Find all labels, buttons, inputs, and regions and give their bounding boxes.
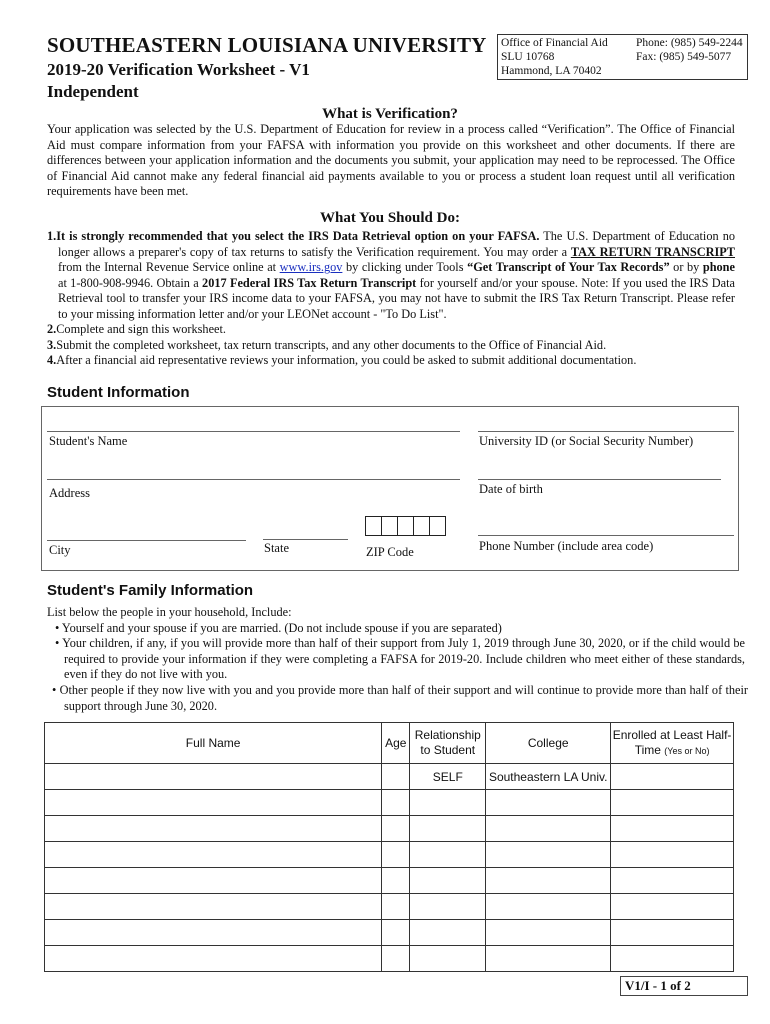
table-row <box>45 816 734 842</box>
office-box: SLU 10768 <box>501 51 555 63</box>
cell-enrolled[interactable] <box>611 816 734 842</box>
item-number: 4. <box>47 353 57 367</box>
university-id-field[interactable] <box>478 431 734 432</box>
item-text: The U.S. Department of Education no longer allows a preparer's copy of tax returns to satisfy the Verification requirement. You may order a <box>58 229 735 259</box>
date-of-birth-field[interactable] <box>478 479 721 480</box>
cell-age[interactable] <box>382 764 410 790</box>
zip-code-label: ZIP Code <box>366 545 414 559</box>
zip-code-field[interactable] <box>366 516 446 536</box>
cell-age[interactable] <box>382 868 410 894</box>
item-text: or by <box>669 260 703 275</box>
irs-drt-recommendation: It is strongly recommended that you select the IRS Data Retrieval option on your FAFSA. <box>56 229 540 243</box>
family-bullet-3: • Other people if they now live with you and you provide more than half of their support and will continue to provide more than half of their support through June 30, 2020. <box>52 683 748 713</box>
office-name: Office of Financial Aid <box>501 37 608 49</box>
student-info-heading: Student Information <box>47 384 190 401</box>
tax-return-transcript: TAX RETURN TRANSCRIPT <box>570 244 735 259</box>
enrolled-label: Enrolled at Least Half-Time <box>612 727 732 757</box>
household-table <box>44 722 734 972</box>
office-phone: Phone: (985) 549-2244 <box>636 37 743 49</box>
col-enrolled <box>611 723 734 764</box>
table-row <box>45 764 734 790</box>
table-row <box>45 920 734 946</box>
cell-college[interactable] <box>486 946 611 972</box>
irs-link[interactable]: www.irs.gov <box>279 260 343 275</box>
page-number: V1/I - 1 of 2 <box>620 976 748 996</box>
student-status: Independent <box>47 82 139 101</box>
student-name-field[interactable] <box>47 431 460 432</box>
cell-full-name[interactable] <box>45 790 382 816</box>
item-text: at 1-800-908-9946. Obtain a <box>58 275 203 290</box>
item-text: from the Internal Revenue Service online at <box>58 260 280 275</box>
instruction-item-2 <box>47 322 735 338</box>
cell-enrolled[interactable] <box>611 842 734 868</box>
address-label: Address <box>49 486 90 500</box>
family-info-intro: List below the people in your household, Include: <box>47 605 292 619</box>
cell-full-name[interactable] <box>45 764 382 790</box>
instruction-item-4 <box>47 353 735 369</box>
cell-age[interactable] <box>382 790 410 816</box>
item-number: 1. <box>47 229 57 243</box>
zip-digit-box[interactable] <box>365 516 382 536</box>
cell-age[interactable] <box>382 842 410 868</box>
cell-full-name[interactable] <box>45 868 382 894</box>
university-title: SOUTHEASTERN LOUISIANA UNIVERSITY <box>47 33 487 57</box>
col-full-name: Full Name <box>45 723 382 764</box>
city-field[interactable] <box>47 540 246 541</box>
cell-enrolled[interactable] <box>611 946 734 972</box>
item-text: After a financial aid representative reviews your information, you could be asked to submit additional documentation. <box>56 353 637 367</box>
cell-relationship[interactable] <box>410 920 486 946</box>
table-row <box>45 842 734 868</box>
instruction-item-3 <box>47 338 735 354</box>
enrolled-note: (Yes or No) <box>664 745 710 756</box>
cell-relationship[interactable] <box>410 842 486 868</box>
item-text: for yourself and/or your spouse. Note: If you used the IRS Data Retrieval tool to transfer your IRS income data to your FAFSA, you may not have to submit the IRS Tax Return Transcript. Please refer to your missing information letter and/or your LEONet account - "To Do List". <box>58 275 735 321</box>
city-label: City <box>49 543 71 557</box>
office-city: Hammond, LA 70402 <box>501 65 602 77</box>
table-row <box>45 790 734 816</box>
table-row <box>45 946 734 972</box>
cell-college[interactable] <box>486 920 611 946</box>
cell-age[interactable] <box>382 894 410 920</box>
university-id-label: University ID (or Social Security Number) <box>479 434 694 448</box>
zip-digit-box[interactable] <box>429 516 446 536</box>
cell-enrolled[interactable] <box>611 894 734 920</box>
student-name-label: Student's Name <box>49 434 128 448</box>
cell-relationship[interactable] <box>410 790 486 816</box>
cell-college[interactable] <box>486 790 611 816</box>
cell-relationship[interactable] <box>410 868 486 894</box>
family-info-heading: Student's Family Information <box>47 582 254 599</box>
cell-enrolled[interactable] <box>611 920 734 946</box>
zip-digit-box[interactable] <box>413 516 430 536</box>
get-transcript-tool: “Get Transcript of Your Tax Records” <box>467 260 670 275</box>
instruction-item-1 <box>47 229 735 323</box>
table-row <box>45 894 734 920</box>
cell-enrolled[interactable] <box>611 790 734 816</box>
worksheet-title: 2019-20 Verification Worksheet - V1 <box>47 60 310 79</box>
phone-word: phone <box>702 260 735 275</box>
family-bullet-1: • Yourself and your spouse if you are married. (Do not include spouse if you are separated) <box>55 621 502 635</box>
cell-full-name[interactable] <box>45 894 382 920</box>
phone-number-field[interactable] <box>478 535 734 536</box>
cell-full-name[interactable] <box>45 816 382 842</box>
office-fax: Fax: (985) 549-5077 <box>636 51 732 63</box>
cell-college[interactable]: Southeastern LA Univ. <box>486 764 611 790</box>
state-field[interactable] <box>263 539 348 540</box>
verification-body: Your application was selected by the U.S. Department of Education for review in a process called “Verification”. The Office of Financial Aid must compare information from your FAFSA with information you provide on this worksheet and other documents. If there are differences between your application information and the documents you submit, your application may need to be reprocessed. The Office of Financial Aid cannot make any federal financial aid payments available to you or process a student loan request until all verification requirements have been met. <box>47 122 735 199</box>
state-label: State <box>264 541 289 555</box>
tax-transcript-year: 2017 Federal IRS Tax Return Transcript <box>202 275 417 290</box>
cell-college[interactable] <box>486 816 611 842</box>
cell-college[interactable] <box>486 868 611 894</box>
item-number: 3. <box>47 338 57 352</box>
item-number: 2. <box>47 322 57 336</box>
cell-relationship[interactable] <box>410 946 486 972</box>
cell-age[interactable] <box>382 816 410 842</box>
col-college: College <box>486 723 611 764</box>
cell-college[interactable] <box>486 894 611 920</box>
zip-digit-box[interactable] <box>397 516 414 536</box>
table-header-row <box>45 723 734 764</box>
verification-heading: What is Verification? <box>322 106 458 122</box>
cell-full-name[interactable] <box>45 920 382 946</box>
phone-number-label: Phone Number (include area code) <box>479 539 654 553</box>
cell-relationship[interactable] <box>410 894 486 920</box>
address-field[interactable] <box>47 479 460 480</box>
contact-box <box>497 34 748 80</box>
cell-enrolled[interactable] <box>611 764 734 790</box>
cell-relationship[interactable] <box>410 816 486 842</box>
item-text: Submit the completed worksheet, tax return transcripts, and any other documents to the Office of Financial Aid. <box>56 338 607 352</box>
col-relationship: Relationship to Student <box>410 723 486 764</box>
what-to-do-heading: What You Should Do: <box>320 210 460 226</box>
cell-college[interactable] <box>486 842 611 868</box>
date-of-birth-label: Date of birth <box>479 482 543 496</box>
family-bullet-2: • Your children, if any, if you will provide more than half of their support from July 1, 2019 through June 30, 2020, or if the child would be required to provide your information if they were completing a FAFSA for 2019-20. Include children who meet either of these standards, even if they do not live with you. <box>55 636 745 682</box>
col-age: Age <box>382 723 410 764</box>
cell-enrolled[interactable] <box>611 868 734 894</box>
cell-age[interactable] <box>382 946 410 972</box>
cell-full-name[interactable] <box>45 842 382 868</box>
cell-age[interactable] <box>382 920 410 946</box>
cell-full-name[interactable] <box>45 946 382 972</box>
cell-relationship[interactable]: SELF <box>410 764 486 790</box>
item-text: by clicking under Tools <box>342 260 468 275</box>
item-text: Complete and sign this worksheet. <box>56 322 226 336</box>
table-row <box>45 868 734 894</box>
zip-digit-box[interactable] <box>381 516 398 536</box>
